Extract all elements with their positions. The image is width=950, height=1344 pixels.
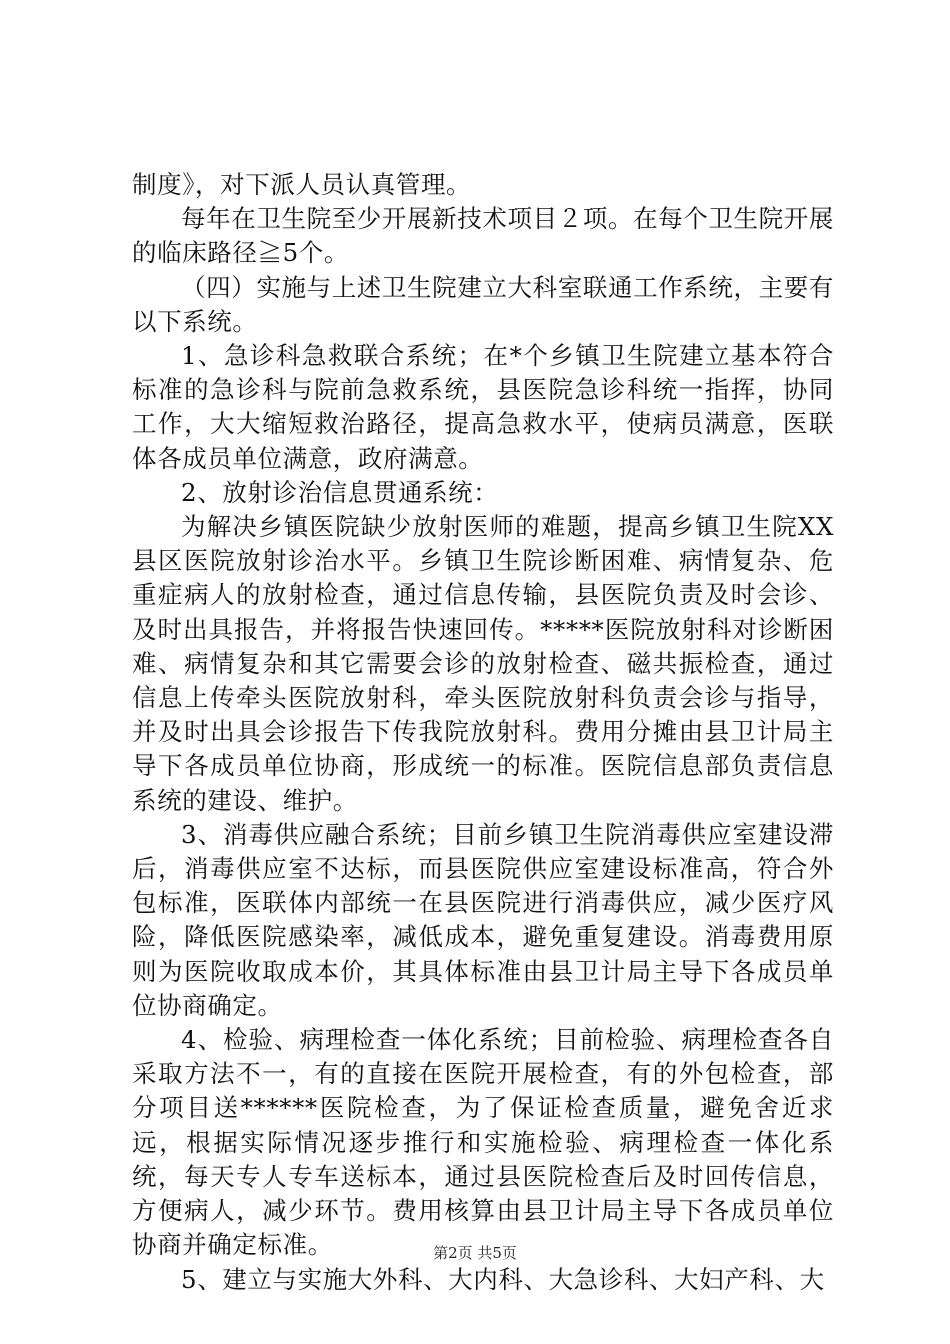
paragraph-8: 4、检验、病理检查一体化系统；目前检验、病理检查各自采取方法不一，有的直接在医院开展检查，有的外包检查，部分项目送******医院检查，为了保证检查质量，避免舍近求远，根据实际情况逐步推行和实施检验、病理检查一体化系统，每天专人专车送标本，通过县医院检查后及时回传信息，方便病人，减少环节。费用核算由县卫计局主导下各成员单位协商并确定标准。 bbox=[132, 1025, 834, 1260]
paragraph-2: 每年在卫生院至少开展新技术项目２项。在每个卫生院开展的临床路径≧5个。 bbox=[132, 204, 834, 268]
page-footer bbox=[0, 1242, 950, 1263]
page-number-label: 第2页 共5页 bbox=[433, 1244, 517, 1262]
paragraph-7: 3、消毒供应融合系统；目前乡镇卫生院消毒供应室建设滞后，消毒供应室不达标，而县医院供应室建设标准高，符合外包标准，医联体内部统一在县医院进行消毒供应，减少医疗风险，降低医院感染率，减低成本，避免重复建设。消毒费用原则为医院收取成本价，其具体标准由县卫计局主导下各成员单位协商确定。 bbox=[132, 819, 834, 1020]
paragraph-6: 为解决乡镇医院缺少放射医师的难题，提高乡镇卫生院XX县区医院放射诊治水平。乡镇卫生院诊断困难、病情复杂、危重症病人的放射检查，通过信息传输，县医院负责及时会诊、及时出具报告，并将报告快速回传。*****医院放射科对诊断困难、病情复杂和其它需要会诊的放射检查、磁共振检查，通过信息上传牵头医院放射科，牵头医院放射科负责会诊与指导，并及时出具会诊报告下传我院放射科。费用分摊由县卫计局主导下各成员单位协商，形成统一的标准。医院信息部负责信息系统的建设、维护。 bbox=[132, 512, 834, 815]
paragraph-3: （四）实施与上述卫生院建立大科室联通工作系统，主要有以下系统。 bbox=[132, 272, 834, 336]
document-body bbox=[132, 168, 834, 1297]
paragraph-4: 1、急诊科急救联合系统；在*个乡镇卫生院建立基本符合标准的急诊科与院前急救系统，县医院急诊科统一指挥，协同工作，大大缩短救治路径，提高急救水平，使病员满意，医联体各成员单位满意，政府满意。 bbox=[132, 341, 834, 473]
paragraph-9: 5、建立与实施大外科、大内科、大急诊科、大妇产科、大 bbox=[181, 1264, 825, 1294]
paragraph-1: 制度》，对下派人员认真管理。 bbox=[132, 170, 472, 199]
paragraph-5: 2、放射诊治信息贯通系统： bbox=[181, 477, 499, 507]
